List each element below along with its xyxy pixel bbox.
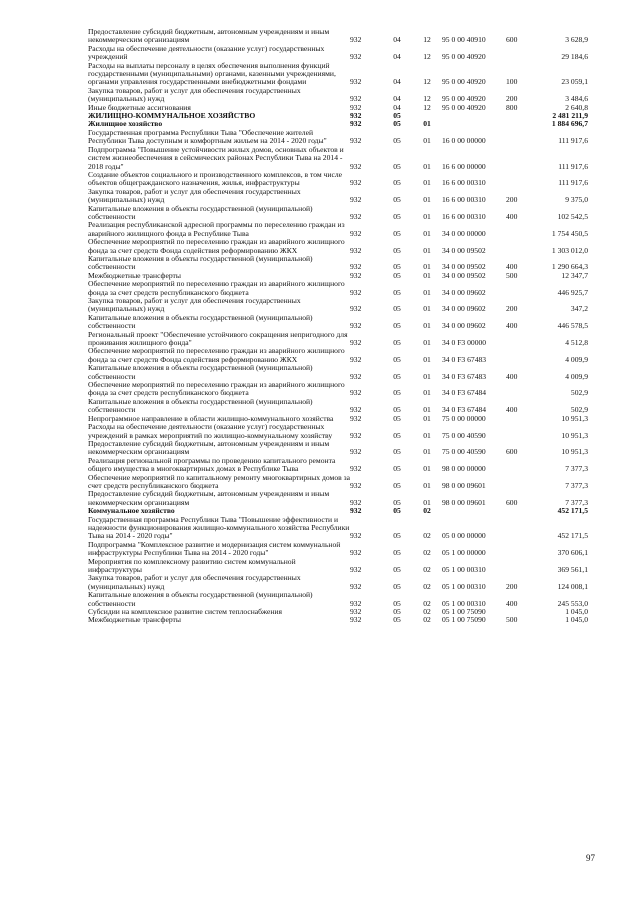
table-row <box>88 188 588 205</box>
row-section-code: 05 <box>393 262 401 272</box>
row-expense-type-code <box>506 129 538 146</box>
row-name: Межбюджетные трансферты <box>88 615 181 625</box>
row-name: Расходы на выплаты персоналу в целях обеспечения выполнения функций государственными (муниципальными) органами, казенными учреждениями, органами управления государственными внебюджетными фондами <box>88 60 336 87</box>
row-subsection-code: 01 <box>423 119 431 129</box>
row-section-code: 04 <box>393 77 401 87</box>
row-target-code: 75 0 00 40590 <box>442 447 486 457</box>
row-gr-code: 932 <box>350 506 362 516</box>
row-subsection-code: 01 <box>423 228 431 238</box>
row-amount: 102 542,5 <box>557 211 588 221</box>
row-amount: 245 553,0 <box>557 598 588 608</box>
row-section-code: 04 <box>393 102 401 112</box>
row-name: Закупка товаров, работ и услуг для обеспечения государственных (муниципальных) нужд <box>88 573 301 591</box>
row-section-code: 05 <box>393 413 401 423</box>
row-expense-type-code: 400 <box>506 262 518 272</box>
table-row <box>88 364 588 381</box>
row-expense-type-code: 600 <box>506 35 518 45</box>
row-expense-type-code <box>506 331 538 348</box>
row-target-code: 34 0 00 09502 <box>442 245 486 255</box>
row-target-code: 16 6 00 00310 <box>442 195 486 205</box>
row-subsection-code: 02 <box>423 531 431 541</box>
row-expense-type-code: 400 <box>506 371 518 381</box>
row-subsection-code: 12 <box>423 52 431 62</box>
row-name: Расходы на обеспечение деятельности (оказание услуг) государственных учреждений в рамках мероприятий по жилищно-коммунальному хозяйству <box>88 422 333 440</box>
row-target-code: 05 1 00 00310 <box>442 598 486 608</box>
row-amount: 452 171,5 <box>557 531 588 541</box>
row-expense-type-code: 200 <box>506 195 518 205</box>
row-gr-code: 932 <box>350 228 362 238</box>
row-section-code: 05 <box>393 430 401 440</box>
row-gr-code: 932 <box>350 77 362 87</box>
row-amount: 369 561,1 <box>557 565 588 574</box>
row-expense-type-code <box>506 112 538 120</box>
row-amount: 502,9 <box>570 405 588 415</box>
row-name: Капитальные вложения в объекты государственной (муниципальной) собственности <box>88 396 313 415</box>
row-target-code: 05 0 00 00000 <box>442 531 486 541</box>
row-gr-code: 932 <box>350 405 362 415</box>
row-name: Межбюджетные трансферты <box>88 270 181 280</box>
row-gr-code: 932 <box>350 480 362 490</box>
page-number: 97 <box>586 853 595 863</box>
row-target-code: 05 1 00 00000 <box>442 548 486 558</box>
row-gr-code: 932 <box>350 119 362 129</box>
table-row <box>88 28 588 45</box>
table-row <box>88 516 588 541</box>
row-target-code: 05 1 00 75090 <box>442 615 486 625</box>
row-subsection-code: 01 <box>423 405 431 415</box>
row-name: Капитальные вложения в объекты государственной (муниципальной) собственности <box>88 363 313 381</box>
row-name: Предоставление субсидий бюджетным, автономным учреждениям и иным некоммерческим организациям <box>88 489 330 507</box>
row-gr-code: 932 <box>350 287 362 297</box>
row-section-code: 05 <box>393 211 401 221</box>
row-target-code: 98 0 00 00000 <box>442 464 486 474</box>
table-row <box>88 45 588 62</box>
row-expense-type-code <box>506 120 538 128</box>
row-expense-type-code <box>506 558 538 575</box>
row-subsection-code: 12 <box>423 102 431 112</box>
row-target-code: 95 0 00 40920 <box>442 94 486 104</box>
row-target-code: 05 1 00 00310 <box>442 565 486 574</box>
table-row <box>88 297 588 314</box>
row-amount: 3 628,9 <box>565 35 588 45</box>
row-name: Подпрограмма "Повышение устойчивости жилых домов, основных объектов и систем жизнеобеспечения в сейсмических районах Республики Тыва на 2014 - 2018 годы" <box>88 144 344 171</box>
row-amount: 1 045,0 <box>565 615 588 625</box>
row-name: Закупка товаров, работ и услуг для обеспечения государственных (муниципальных) нужд <box>88 85 301 104</box>
row-section-code: 05 <box>393 161 401 171</box>
table-row <box>88 591 588 608</box>
row-amount: 7 377,3 <box>565 480 588 490</box>
row-target-code: 34 0 F3 00000 <box>442 338 487 348</box>
row-expense-type-code: 600 <box>506 447 518 457</box>
row-subsection-code: 01 <box>423 388 431 398</box>
row-name: Капитальные вложения в объекты государственной (муниципальной) собственности <box>88 203 313 221</box>
row-section-code: 05 <box>393 195 401 205</box>
row-section-code: 05 <box>393 607 401 617</box>
row-subsection-code: 01 <box>423 178 431 188</box>
row-amount: 12 347,7 <box>561 270 588 280</box>
row-amount: 446 925,7 <box>557 287 588 297</box>
row-amount: 3 484,6 <box>565 94 588 104</box>
row-target-code: 34 0 F3 67484 <box>442 405 487 415</box>
row-section-code: 05 <box>393 111 401 121</box>
table-row <box>88 440 588 457</box>
row-name: Обеспечение мероприятий по капитальному ремонту многоквартирных домов за счет средств республиканского бюджета <box>88 472 350 490</box>
row-section-code: 05 <box>393 321 401 331</box>
table-row <box>88 255 588 272</box>
row-expense-type-code <box>506 474 538 491</box>
row-section-code: 05 <box>393 565 401 574</box>
row-expense-type-code <box>506 347 538 364</box>
row-target-code: 05 1 00 00310 <box>442 581 486 591</box>
row-name: Государственная программа Республики Тыва "Обеспечение жителей Республики Тыва доступным и комфортным жильем на 2014 - 2020 годы" <box>88 127 327 146</box>
row-expense-type-code <box>506 45 538 62</box>
row-gr-code: 932 <box>350 270 362 280</box>
row-gr-code: 932 <box>350 531 362 541</box>
row-amount: 7 377,3 <box>565 497 588 507</box>
row-section-code: 05 <box>393 245 401 255</box>
table-row <box>88 205 588 222</box>
table-row <box>88 490 588 507</box>
row-gr-code: 932 <box>350 111 362 121</box>
row-name: Расходы на обеспечение деятельности (оказание услуг) государственных учреждений <box>88 43 325 62</box>
row-target-code: 95 0 00 40920 <box>442 52 486 62</box>
row-name: Реализация республиканской адресной программы по переселению граждан из аварийного жилищного фонда в Республике Тыва <box>88 220 345 238</box>
row-amount: 2 481 211,9 <box>552 111 588 121</box>
row-amount: 502,9 <box>570 388 588 398</box>
row-amount: 23 059,1 <box>561 77 588 87</box>
row-name: Подпрограмма "Комплексное развитие и модернизация систем коммунальной инфраструктуры Республики Тыва на 2014 - 2020 годы" <box>88 539 341 558</box>
row-gr-code: 932 <box>350 607 362 617</box>
row-amount: 7 377,3 <box>565 464 588 474</box>
row-section-code: 05 <box>393 136 401 146</box>
row-section-code: 04 <box>393 52 401 62</box>
row-expense-type-code: 800 <box>506 102 518 112</box>
row-target-code: 95 0 00 40920 <box>442 102 486 112</box>
row-subsection-code: 01 <box>423 304 431 314</box>
row-amount: 111 917,6 <box>558 136 588 146</box>
row-expense-type-code: 400 <box>506 321 518 331</box>
row-amount: 111 917,6 <box>558 178 588 188</box>
row-amount: 1 045,0 <box>565 607 588 617</box>
row-section-code: 05 <box>393 388 401 398</box>
table-row <box>88 129 588 146</box>
row-subsection-code: 02 <box>423 598 431 608</box>
table-row <box>88 112 588 120</box>
row-target-code: 34 0 00 09602 <box>442 304 486 314</box>
row-target-code: 75 0 00 00000 <box>442 413 486 423</box>
row-amount: 1 884 696,7 <box>551 119 588 129</box>
row-target-code: 75 0 00 40590 <box>442 430 486 440</box>
row-name: Региональный проект "Обеспечение устойчивого сокращения непригодного для проживания жилищного фонда" <box>88 329 348 348</box>
row-amount: 2 640,8 <box>565 102 588 112</box>
row-expense-type-code <box>506 507 538 515</box>
row-amount: 1 303 012,0 <box>551 245 588 255</box>
row-target-code: 34 0 00 09502 <box>442 270 486 280</box>
row-subsection-code: 01 <box>423 464 431 474</box>
table-row <box>88 87 588 104</box>
table-row <box>88 541 588 558</box>
row-section-code: 05 <box>393 371 401 381</box>
row-amount: 347,2 <box>570 304 588 314</box>
row-subsection-code: 01 <box>423 287 431 297</box>
row-target-code: 95 0 00 40920 <box>442 77 486 87</box>
row-target-code <box>442 112 506 120</box>
row-name: Предоставление субсидий бюджетным, автономным учреждениям и иным некоммерческим организациям <box>88 438 330 457</box>
table-row <box>88 171 588 188</box>
row-target-code: 34 0 F3 67484 <box>442 388 487 398</box>
row-amount: 4 512,8 <box>565 338 588 348</box>
row-name: Капитальные вложения в объекты государственной (муниципальной) собственности <box>88 253 313 272</box>
row-amount: 1 290 664,3 <box>551 262 588 272</box>
row-section-code: 05 <box>393 405 401 415</box>
row-gr-code: 932 <box>350 497 362 507</box>
row-target-code: 34 0 00 09602 <box>442 321 486 331</box>
row-gr-code: 932 <box>350 178 362 188</box>
row-subsection-code: 01 <box>423 245 431 255</box>
row-section-code: 05 <box>393 287 401 297</box>
row-target-code: 16 6 00 00310 <box>442 178 486 188</box>
table-row <box>88 347 588 364</box>
table-row <box>88 423 588 440</box>
row-expense-type-code <box>506 280 538 297</box>
row-gr-code: 932 <box>350 245 362 255</box>
row-expense-type-code: 100 <box>506 77 518 87</box>
row-amount: 111 917,6 <box>558 161 588 171</box>
row-name: Жилищное хозяйство <box>88 119 163 129</box>
row-section-code: 05 <box>393 228 401 238</box>
row-target-code <box>442 507 506 515</box>
table-row <box>88 574 588 591</box>
row-subsection-code: 01 <box>423 270 431 280</box>
table-body <box>88 28 588 625</box>
row-gr-code: 932 <box>350 430 362 440</box>
row-name: Обеспечение мероприятий по переселению граждан из аварийного жилищного фонда за счет средств республиканского бюджета <box>88 380 345 398</box>
row-gr-code: 932 <box>350 447 362 457</box>
row-section-code: 05 <box>393 497 401 507</box>
row-section-code: 05 <box>393 548 401 558</box>
row-target-code: 34 0 00 00000 <box>442 228 486 238</box>
row-target-code: 98 0 00 09601 <box>442 480 486 490</box>
row-section-code: 05 <box>393 178 401 188</box>
row-subsection-code: 02 <box>423 607 431 617</box>
row-name: ЖИЛИЩНО-КОММУНАЛЬНОЕ ХОЗЯЙСТВО <box>88 111 256 121</box>
row-gr-code: 932 <box>350 565 362 574</box>
table-row <box>88 62 588 87</box>
row-section-code: 05 <box>393 581 401 591</box>
row-subsection-code: 12 <box>423 77 431 87</box>
row-amount: 4 009,9 <box>565 371 588 381</box>
row-amount: 446 578,5 <box>557 321 588 331</box>
row-expense-type-code <box>506 415 538 423</box>
table-row <box>88 314 588 331</box>
row-subsection-code: 01 <box>423 497 431 507</box>
row-name: Иные бюджетные ассигнования <box>88 102 191 112</box>
row-gr-code: 932 <box>350 413 362 423</box>
row-subsection-code: 01 <box>423 211 431 221</box>
row-section-code: 05 <box>393 464 401 474</box>
row-section-code: 05 <box>393 354 401 364</box>
row-expense-type-code <box>506 541 538 558</box>
row-subsection-code: 01 <box>423 321 431 331</box>
row-name: Субсидии на комплексное развитие систем теплоснабжения <box>88 607 282 617</box>
row-amount: 29 184,6 <box>561 52 588 62</box>
row-gr-code: 932 <box>350 161 362 171</box>
row-expense-type-code <box>506 423 538 440</box>
row-gr-code: 932 <box>350 52 362 62</box>
row-expense-type-code: 500 <box>506 615 518 625</box>
row-subsection-code: 01 <box>423 354 431 364</box>
row-subsection-code: 01 <box>423 161 431 171</box>
row-name: Мероприятия по комплексному развитию систем коммунальной инфраструктуры <box>88 556 296 574</box>
row-name: Государственная программа Республики Тыва "Повышение эффективности и надежности функционирования жилищно-коммунального хозяйства Республики Тыва на 2014 - 2020 годы" <box>88 514 350 541</box>
row-name: Обеспечение мероприятий по переселению граждан из аварийного жилищного фонда за счет средств Фонда содействия реформированию ЖКХ <box>88 346 345 364</box>
row-section-code: 04 <box>393 35 401 45</box>
row-gr-code: 932 <box>350 354 362 364</box>
row-target-code: 16 0 00 00000 <box>442 136 486 146</box>
table-row <box>88 398 588 415</box>
row-section-code: 05 <box>393 270 401 280</box>
row-subsection-code: 01 <box>423 136 431 146</box>
row-gr-code: 932 <box>350 136 362 146</box>
row-gr-code: 932 <box>350 102 362 112</box>
row-name: Капитальные вложения в объекты государственной (муниципальной) собственности <box>88 312 313 331</box>
row-expense-type-code: 200 <box>506 304 518 314</box>
row-amount: 10 951,3 <box>561 447 588 457</box>
row-expense-type-code: 600 <box>506 497 518 507</box>
row-section-code: 05 <box>393 480 401 490</box>
row-subsection-code: 01 <box>423 480 431 490</box>
row-expense-type-code: 400 <box>506 405 518 415</box>
row-section-code: 05 <box>393 119 401 129</box>
row-gr-code: 932 <box>350 262 362 272</box>
table-row <box>88 474 588 491</box>
row-target-code: 34 0 00 09502 <box>442 262 486 272</box>
row-section-code: 04 <box>393 94 401 104</box>
row-expense-type-code: 200 <box>506 581 518 591</box>
row-subsection-code: 02 <box>423 581 431 591</box>
row-subsection-code: 12 <box>423 35 431 45</box>
row-name: Закупка товаров, работ и услуг для обеспечения государственных (муниципальных) нужд <box>88 186 301 205</box>
row-subsection-code: 02 <box>423 548 431 558</box>
row-name: Коммунальное хозяйство <box>88 506 175 516</box>
row-amount: 4 009,9 <box>565 354 588 364</box>
row-subsection-code: 02 <box>423 506 431 516</box>
budget-table <box>88 28 588 625</box>
row-target-code: 05 1 00 75090 <box>442 607 486 617</box>
row-expense-type-code <box>506 221 538 238</box>
table-row <box>88 221 588 238</box>
row-section-code: 05 <box>393 338 401 348</box>
row-expense-type-code: 400 <box>506 598 518 608</box>
row-subsection-code: 01 <box>423 262 431 272</box>
row-subsection-code: 12 <box>423 94 431 104</box>
row-expense-type-code <box>506 146 538 171</box>
row-name: Капитальные вложения в объекты государственной (муниципальной) собственности <box>88 590 313 608</box>
row-name: Предоставление субсидий бюджетным, автономным учреждениям и иным некоммерческим организациям <box>88 27 330 45</box>
row-subsection-code: 01 <box>423 413 431 423</box>
row-amount: 10 951,3 <box>561 430 588 440</box>
row-expense-type-code <box>506 516 538 541</box>
row-expense-type-code <box>506 457 538 474</box>
row-gr-code: 932 <box>350 321 362 331</box>
row-target-code <box>442 120 506 128</box>
row-gr-code: 932 <box>350 304 362 314</box>
row-name: Непрограммное направление в области жилищно-коммунального хозяйства <box>88 413 334 423</box>
row-expense-type-code <box>506 381 538 398</box>
row-amount: 9 375,0 <box>565 195 588 205</box>
table-row <box>88 331 588 348</box>
row-gr-code: 932 <box>350 548 362 558</box>
row-section-code: 05 <box>393 447 401 457</box>
row-section-code: 05 <box>393 598 401 608</box>
row-section-code: 05 <box>393 531 401 541</box>
row-target-code: 16 6 00 00310 <box>442 211 486 221</box>
row-gr-code: 932 <box>350 211 362 221</box>
row-subsection-code: 01 <box>423 430 431 440</box>
row-expense-type-code: 400 <box>506 211 518 221</box>
row-subsection-code: 01 <box>423 338 431 348</box>
table-row <box>88 280 588 297</box>
row-name: Создание объектов социального и производственного комплексов, в том числе объектов общегражданского назначения, жилья, инфраструктуры <box>88 169 342 188</box>
row-target-code: 95 0 00 40910 <box>442 35 486 45</box>
row-expense-type-code: 500 <box>506 270 518 280</box>
row-gr-code: 932 <box>350 371 362 381</box>
row-name: Обеспечение мероприятий по переселению граждан из аварийного жилищного фонда за счет средств Фонда содействия реформированию ЖКХ <box>88 237 345 255</box>
row-gr-code: 932 <box>350 338 362 348</box>
row-amount: 452 171,5 <box>557 506 588 516</box>
row-expense-type-code <box>506 171 538 188</box>
row-expense-type-code: 200 <box>506 94 518 104</box>
row-gr-code: 932 <box>350 598 362 608</box>
row-section-code: 05 <box>393 615 401 625</box>
row-subsection-code: 02 <box>423 565 431 574</box>
row-name: Реализация региональной программы по проведению капитального ремонта общего имущества в многоквартирных домах в Республике Тыва <box>88 455 336 474</box>
row-gr-code: 932 <box>350 581 362 591</box>
row-gr-code: 932 <box>350 615 362 625</box>
row-amount: 124 008,1 <box>557 581 588 591</box>
table-row <box>88 457 588 474</box>
row-gr-code: 932 <box>350 35 362 45</box>
row-name: Обеспечение мероприятий по переселению граждан из аварийного жилищного фонда за счет средств республиканского бюджета <box>88 279 345 297</box>
row-subsection-code: 02 <box>423 615 431 625</box>
row-section-code: 05 <box>393 304 401 314</box>
row-gr-code: 932 <box>350 388 362 398</box>
table-row <box>88 616 588 624</box>
row-target-code: 16 6 00 00000 <box>442 161 486 171</box>
table-row <box>88 146 588 171</box>
row-target-code: 34 0 F3 67483 <box>442 354 487 364</box>
row-target-code: 34 0 F3 67483 <box>442 371 487 381</box>
row-amount: 1 754 450,5 <box>551 228 588 238</box>
row-section-code: 05 <box>393 506 401 516</box>
table-row <box>88 238 588 255</box>
row-target-code: 34 0 00 09602 <box>442 287 486 297</box>
row-gr-code: 932 <box>350 195 362 205</box>
row-gr-code: 932 <box>350 94 362 104</box>
row-subsection-code: 01 <box>423 447 431 457</box>
table-row <box>88 558 588 575</box>
row-expense-type-code <box>506 238 538 255</box>
row-subsection-code: 01 <box>423 371 431 381</box>
row-target-code: 98 0 00 09601 <box>442 497 486 507</box>
row-amount: 10 951,3 <box>561 413 588 423</box>
row-subsection-code: 01 <box>423 195 431 205</box>
row-name: Закупка товаров, работ и услуг для обеспечения государственных (муниципальных) нужд <box>88 296 301 314</box>
row-amount: 370 606,1 <box>557 548 588 558</box>
row-gr-code: 932 <box>350 464 362 474</box>
table-row <box>88 381 588 398</box>
